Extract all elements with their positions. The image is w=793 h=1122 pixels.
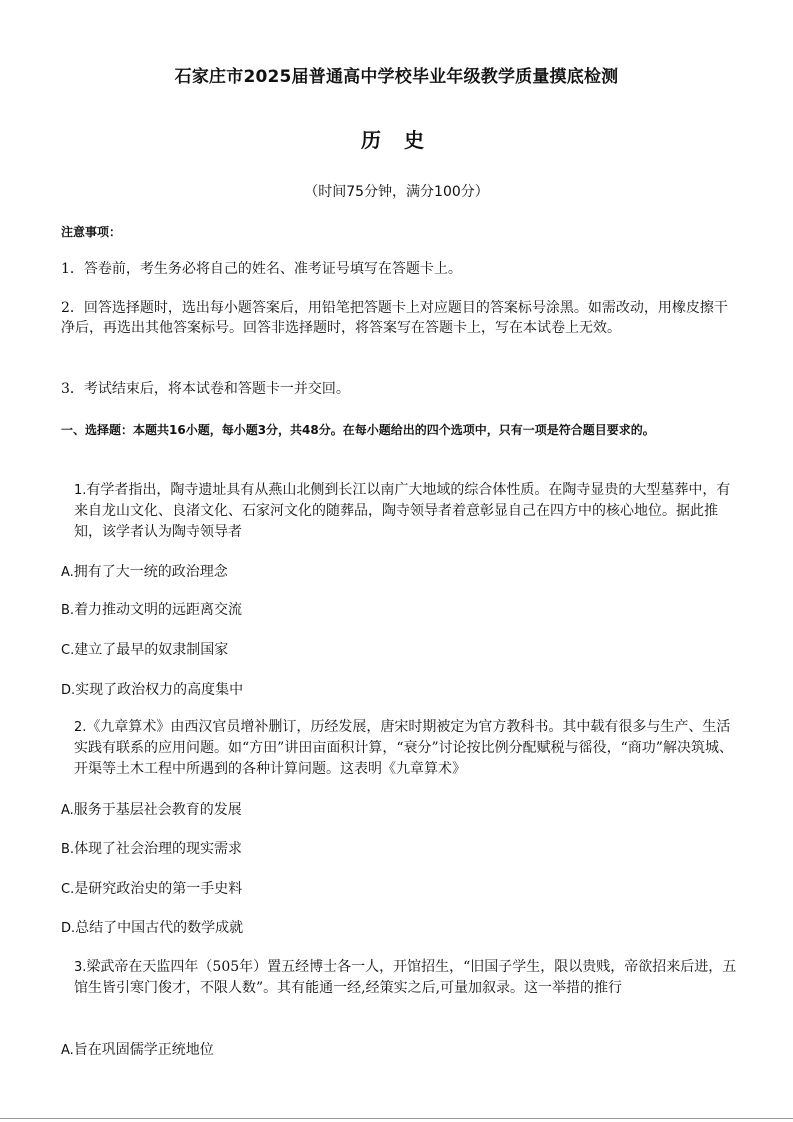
option-text: 旨在巩固儒学正统地位 — [73, 1042, 214, 1058]
option-letter: D. — [61, 921, 76, 936]
question-number: 2. — [74, 720, 87, 735]
question-2-stem — [74, 717, 738, 780]
page-bottom-divider — [0, 1118, 793, 1119]
option-text: 拥有了大一统的政治理念 — [73, 564, 228, 580]
notice-heading: 注意事项： — [61, 225, 122, 239]
option-text: 是研究政治史的第一手史料 — [74, 881, 243, 897]
question-text: 有学者指出，陶寺遗址具有从燕山北侧到长江以南广大地域的综合体性质。在陶寺显贵的大型墓葬中，有来自龙山文化、良渚文化、石家河文化的随葬品，陶寺领导者着意彰显自己在四方中的核心地位。据此推知，该学者认为陶寺领导者 — [74, 482, 731, 540]
notice-item-3: 3．考试结束后，将本试卷和答题卡一并交回。 — [61, 381, 350, 397]
notice-item-1: 1．答卷前，考生务必将自己的姓名、准考证号填写在答题卡上。 — [61, 261, 462, 277]
question-2-option-a — [61, 800, 242, 821]
question-1-option-c — [61, 640, 228, 661]
subject-title: 历 史 — [361, 128, 432, 152]
option-text: 着力推动文明的远距离交流 — [74, 602, 243, 618]
option-letter: A. — [61, 565, 74, 580]
option-letter: B. — [61, 603, 75, 618]
question-2-option-b — [61, 839, 242, 860]
question-2-option-c — [61, 879, 242, 900]
question-3-stem — [74, 957, 738, 999]
question-3-option-a — [61, 1040, 214, 1061]
option-letter: B. — [61, 842, 75, 857]
section-heading: 一、选择题：本题共16小题，每小题3分，共48分。在每小题给出的四个选项中，只有一项是符合题目要求的。 — [61, 423, 655, 437]
question-text: 梁武帝在天监四年（505年）置五经博士各一人，开馆招生，“旧国子学生，限以贵贱，帝欲招来后进，五馆生皆引寒门俊才，不限人数”。其有能通一经,经策实之后,可量加叙录。这一举措的推行 — [74, 959, 737, 996]
option-text: 服务于基层社会教育的发展 — [73, 802, 242, 818]
question-number: 1. — [74, 483, 87, 498]
notice-item-2: 2．回答选择题时，选出每小题答案后，用铅笔把答题卡上对应题目的答案标号涂黑。如需改动，用橡皮擦干净后，再选出其他答案标号。回答非选择题时，将答案写在答题卡上，写在本试卷上无效。 — [61, 300, 728, 336]
option-text: 建立了最早的奴隶制国家 — [74, 642, 229, 658]
option-text: 实现了政治权力的高度集中 — [75, 682, 244, 698]
option-text: 体现了社会治理的现实需求 — [74, 841, 243, 857]
question-2-option-d — [61, 918, 243, 939]
question-number: 3. — [74, 960, 87, 975]
exam-title: 石家庄市2025届普通高中学校毕业年级教学质量摸底检测 — [174, 67, 619, 87]
time-info: （时间75分钟，满分100分） — [304, 184, 489, 200]
option-letter: A. — [61, 1043, 74, 1058]
question-1-option-a — [61, 562, 228, 583]
option-text: 总结了中国古代的数学成就 — [75, 920, 244, 936]
option-letter: C. — [61, 882, 75, 897]
question-1-option-b — [61, 600, 242, 621]
option-letter: C. — [61, 643, 75, 658]
option-letter: A. — [61, 803, 74, 818]
question-1-option-d — [61, 680, 243, 701]
option-letter: D. — [61, 683, 76, 698]
question-text: 《九章算术》由西汉官员增补删订，历经发展，唐宋时期被定为官方教科书。其中载有很多与生产、生活实践有联系的应用问题。如“方田”讲田亩面积计算，“衰分”讨论按比例分配赋税与徭役，“商功”解决筑城、开渠等土木工程中所遇到的各种计算问题。这表明《九章算术》 — [74, 719, 733, 777]
question-1-stem — [74, 480, 738, 543]
